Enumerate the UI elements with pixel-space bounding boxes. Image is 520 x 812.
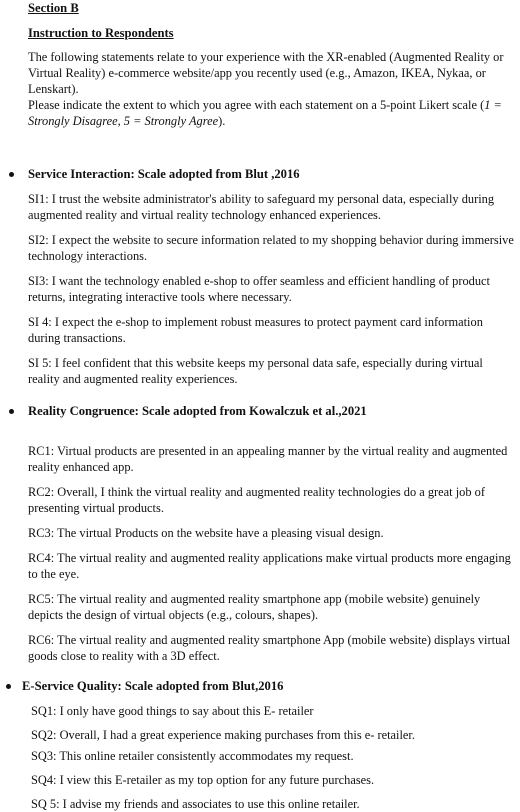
question-si2: SI2: I expect the website to secure information related to my shopping behavior during immersive technology interactions. [28,233,514,263]
question-sq1: SQ1: I only have good things to say about this E- retailer [31,704,314,718]
question-rc2: RC2: Overall, I think the virtual reality and augmented reality technologies do a great job of presenting virtual products. [28,485,485,515]
question-si3: SI3: I want the technology enabled e-shop to offer seamless and efficient handling of product returns, integrating interactive tools where necessary. [28,274,490,304]
question-rc3: RC3: The virtual Products on the website have a pleasing visual design. [28,526,384,540]
intro-paragraph-1: The following statements relate to your experience with the XR-enabled (Augmented Reality or Virtual Reality) e-commerce website/app you recently used (e.g., Amazon, IKEA, Nykaa, or Lenskart). [28,50,504,96]
question-rc6: RC6: The virtual reality and augmented reality smartphone App (mobile website) displays virtual goods close to reality with a 3D effect. [28,633,511,663]
bullet-icon [6,684,11,689]
intro-p2-suffix: ). [218,114,226,128]
section-heading-service-interaction: Service Interaction: Scale adopted from Blut ,2016 [28,167,300,181]
section-heading-reality-congruence: Reality Congruence: Scale adopted from Kowalczuk et al.,2021 [28,404,367,418]
bullet-icon [9,172,14,177]
question-si4: SI 4: I expect the e-shop to implement robust measures to protect payment card information during transactions. [28,315,483,345]
section-label: Section B [28,1,79,15]
intro-p2-prefix: Please indicate the extent to which you agree with each statement on a 5-point Likert scale ( [28,98,485,112]
intro-text [28,49,516,129]
instruction-title: Instruction to Respondents [28,26,174,40]
question-si1: SI1: I trust the website administrator's ability to safeguard my personal data, especially during augmented reality and virtual reality technology enhanced experiences. [28,192,495,222]
intro-paragraph-2 [28,97,516,129]
bullet-icon [9,409,14,414]
question-sq5: SQ 5: I advise my friends and associates to use this online retailer. [31,797,360,811]
question-sq3: SQ3: This online retailer consistently accommodates my request. [31,749,354,763]
likert-scale-definition: 1 = Strongly Disagree, 5 = Strongly Agree [28,98,502,128]
question-rc4: RC4: The virtual reality and augmented reality applications make virtual products more engaging to the eye. [28,551,511,581]
question-si5: SI 5: I feel confident that this website keeps my personal data safe, especially during virtual reality and augmented reality experiences. [28,356,483,386]
question-rc1: RC1: Virtual products are presented in an appealing manner by the virtual reality and augmented reality enhanced app. [28,444,508,474]
question-sq4: SQ4: I view this E-retailer as my top option for any future purchases. [31,773,375,787]
section-heading-e-service-quality: E-Service Quality: Scale adopted from Blut,2016 [22,679,284,693]
question-sq2: SQ2: Overall, I had a great experience making purchases from this e- retailer. [31,728,415,742]
question-rc5: RC5: The virtual reality and augmented reality smartphone app (mobile website) genuinely depicts the design of virtual objects (e.g., colours, shapes). [28,592,481,622]
